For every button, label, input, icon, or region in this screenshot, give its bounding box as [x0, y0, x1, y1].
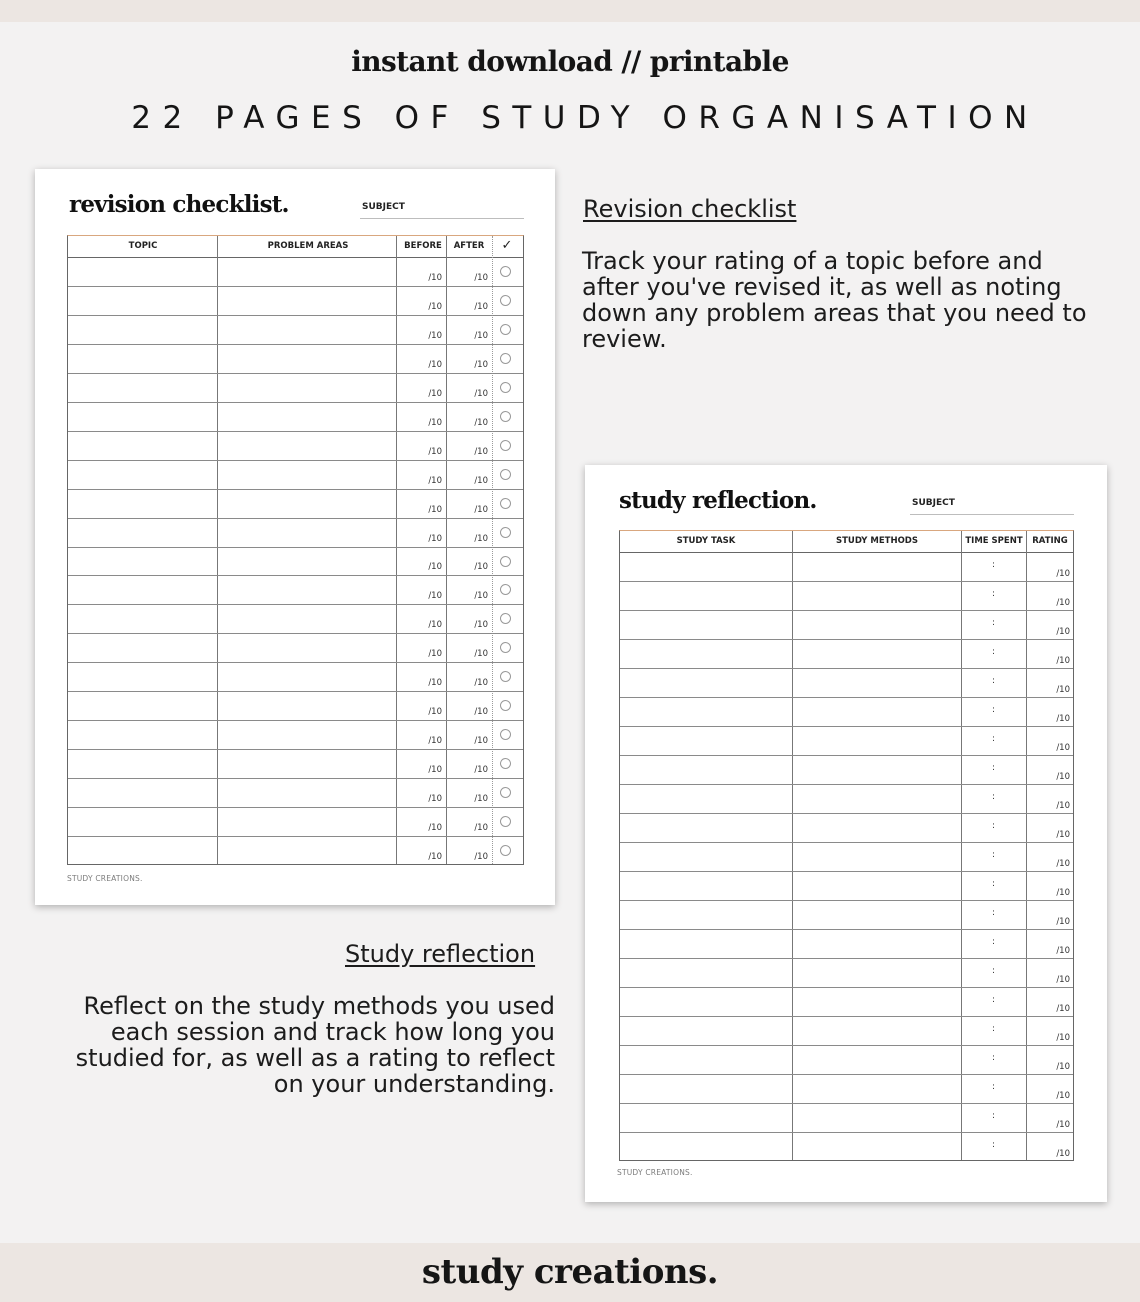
table-row — [68, 576, 523, 605]
before-rating-suffix: /10 — [428, 736, 442, 747]
after-rating-suffix: /10 — [474, 504, 488, 515]
checkbox-circle-icon[interactable] — [500, 411, 511, 422]
table-row — [620, 582, 1073, 611]
table-row — [620, 814, 1073, 843]
col-time-spent: TIME SPENT — [965, 536, 1023, 546]
time-separator: : — [992, 705, 996, 715]
time-separator: : — [992, 647, 996, 657]
col-study-task: STUDY TASK — [676, 536, 736, 546]
after-rating-suffix: /10 — [474, 649, 488, 660]
table-row — [620, 843, 1073, 872]
table-row — [620, 756, 1073, 785]
table-row — [620, 1133, 1073, 1162]
before-rating-suffix: /10 — [428, 330, 442, 341]
table-row — [68, 490, 523, 519]
before-rating-suffix: /10 — [428, 446, 442, 457]
col-before: BEFORE — [404, 241, 442, 251]
time-separator: : — [992, 1082, 996, 1092]
col-rating: RATING — [1032, 536, 1068, 546]
table-row — [68, 316, 523, 345]
checkbox-circle-icon[interactable] — [500, 729, 511, 740]
reflection-table — [619, 530, 1074, 1161]
table-row — [620, 698, 1073, 727]
checkbox-circle-icon[interactable] — [500, 353, 511, 364]
revision-sheet-footer: STUDY CREATIONS. — [67, 874, 143, 883]
rating-suffix: /10 — [1056, 888, 1070, 898]
table-row — [620, 727, 1073, 756]
checkbox-circle-icon[interactable] — [500, 758, 511, 769]
time-separator: : — [992, 1140, 996, 1150]
time-separator: : — [992, 995, 996, 1005]
revision-description-body: Track your rating of a topic before and after you've revised it, as well as noting down any problem areas that you need to review. — [582, 247, 1087, 353]
reflection-sheet-footer: STUDY CREATIONS. — [617, 1168, 693, 1177]
after-rating-suffix: /10 — [474, 765, 488, 776]
rating-suffix: /10 — [1056, 1120, 1070, 1130]
rating-suffix: /10 — [1056, 598, 1070, 608]
revision-checklist-sheet — [35, 169, 555, 905]
time-separator: : — [992, 937, 996, 947]
after-rating-suffix: /10 — [474, 388, 488, 399]
rating-suffix: /10 — [1056, 1033, 1070, 1043]
rating-suffix: /10 — [1056, 917, 1070, 927]
checkbox-circle-icon[interactable] — [500, 527, 511, 538]
reflection-subject-label: SUBJECT — [910, 496, 1074, 515]
before-rating-suffix: /10 — [428, 649, 442, 660]
rating-suffix: /10 — [1056, 772, 1070, 782]
rating-suffix: /10 — [1056, 1062, 1070, 1072]
rating-suffix: /10 — [1056, 685, 1070, 695]
study-reflection-sheet — [585, 465, 1107, 1202]
after-rating-suffix: /10 — [474, 330, 488, 341]
after-rating-suffix: /10 — [474, 533, 488, 544]
checkbox-circle-icon[interactable] — [500, 845, 511, 856]
after-rating-suffix: /10 — [474, 417, 488, 428]
revision-table — [67, 235, 524, 865]
before-rating-suffix: /10 — [428, 707, 442, 718]
time-separator: : — [992, 1053, 996, 1063]
checkbox-circle-icon[interactable] — [500, 266, 511, 277]
checkbox-circle-icon[interactable] — [500, 671, 511, 682]
checkbox-circle-icon[interactable] — [500, 584, 511, 595]
time-separator: : — [992, 821, 996, 831]
checkbox-circle-icon[interactable] — [500, 613, 511, 624]
checkbox-circle-icon[interactable] — [500, 642, 511, 653]
rating-suffix: /10 — [1056, 1149, 1070, 1159]
time-separator: : — [992, 734, 996, 744]
after-rating-suffix: /10 — [474, 591, 488, 602]
table-row — [620, 901, 1073, 930]
time-separator: : — [992, 589, 996, 599]
reflection-sheet-title: study reflection. — [619, 487, 817, 514]
time-separator: : — [992, 560, 996, 570]
checkbox-circle-icon[interactable] — [500, 700, 511, 711]
checkbox-circle-icon[interactable] — [500, 440, 511, 451]
after-rating-suffix: /10 — [474, 475, 488, 486]
rating-suffix: /10 — [1056, 859, 1070, 869]
rating-suffix: /10 — [1056, 569, 1070, 579]
table-row — [68, 345, 523, 374]
time-separator: : — [992, 1111, 996, 1121]
after-rating-suffix: /10 — [474, 736, 488, 747]
after-rating-suffix: /10 — [474, 707, 488, 718]
before-rating-suffix: /10 — [428, 591, 442, 602]
brand-name: study creations. — [421, 1252, 719, 1292]
revision-table-header — [68, 236, 523, 258]
table-row — [68, 374, 523, 403]
table-row — [620, 930, 1073, 959]
before-rating-suffix: /10 — [428, 794, 442, 805]
before-rating-suffix: /10 — [428, 272, 442, 283]
table-row — [68, 663, 523, 692]
checkbox-circle-icon[interactable] — [500, 787, 511, 798]
table-row — [68, 750, 523, 779]
time-separator: : — [992, 879, 996, 889]
time-separator: : — [992, 850, 996, 860]
table-row — [68, 432, 523, 461]
rating-suffix: /10 — [1056, 627, 1070, 637]
table-row — [620, 611, 1073, 640]
after-rating-suffix: /10 — [474, 301, 488, 312]
reflection-description-title: Study reflection — [345, 940, 536, 968]
table-row — [68, 519, 523, 548]
rating-suffix: /10 — [1056, 656, 1070, 666]
table-row — [68, 403, 523, 432]
rating-suffix: /10 — [1056, 714, 1070, 724]
before-rating-suffix: /10 — [428, 533, 442, 544]
table-row — [68, 287, 523, 316]
table-row — [620, 785, 1073, 814]
revision-description-title: Revision checklist — [583, 195, 797, 223]
table-row — [68, 461, 523, 490]
table-row — [620, 1104, 1073, 1133]
headline: 22 PAGES OF STUDY ORGANISATION — [131, 100, 1039, 136]
table-row — [620, 553, 1073, 582]
checkbox-circle-icon[interactable] — [500, 556, 511, 567]
after-rating-suffix: /10 — [474, 823, 488, 834]
before-rating-suffix: /10 — [428, 620, 442, 631]
table-row — [68, 721, 523, 750]
checkbox-circle-icon[interactable] — [500, 324, 511, 335]
before-rating-suffix: /10 — [428, 823, 442, 834]
checkbox-circle-icon[interactable] — [500, 498, 511, 509]
before-rating-suffix: /10 — [428, 765, 442, 776]
table-row — [620, 669, 1073, 698]
rating-suffix: /10 — [1056, 743, 1070, 753]
table-row — [620, 959, 1073, 988]
table-row — [68, 605, 523, 634]
revision-subject-label: SUBJECT — [360, 200, 524, 219]
checkbox-circle-icon[interactable] — [500, 816, 511, 827]
after-rating-suffix: /10 — [474, 851, 488, 862]
rating-suffix: /10 — [1056, 830, 1070, 840]
before-rating-suffix: /10 — [428, 504, 442, 515]
reflection-table-header — [620, 531, 1073, 553]
table-row — [68, 779, 523, 808]
col-topic: TOPIC — [128, 241, 158, 251]
col-problem-areas: PROBLEM AREAS — [267, 241, 349, 251]
rating-suffix: /10 — [1056, 1091, 1070, 1101]
after-rating-suffix: /10 — [474, 562, 488, 573]
before-rating-suffix: /10 — [428, 678, 442, 689]
table-row — [620, 1017, 1073, 1046]
time-separator: : — [992, 908, 996, 918]
time-separator: : — [992, 792, 996, 802]
before-rating-suffix: /10 — [428, 301, 442, 312]
after-rating-suffix: /10 — [474, 446, 488, 457]
time-separator: : — [992, 763, 996, 773]
table-row — [620, 1046, 1073, 1075]
time-separator: : — [992, 966, 996, 976]
table-row — [620, 988, 1073, 1017]
after-rating-suffix: /10 — [474, 620, 488, 631]
rating-suffix: /10 — [1056, 946, 1070, 956]
before-rating-suffix: /10 — [428, 475, 442, 486]
tagline: instant download // printable — [351, 45, 789, 78]
table-row — [68, 634, 523, 663]
time-separator: : — [992, 1024, 996, 1034]
before-rating-suffix: /10 — [428, 417, 442, 428]
table-row — [68, 692, 523, 721]
rating-suffix: /10 — [1056, 801, 1070, 811]
rating-suffix: /10 — [1056, 975, 1070, 985]
after-rating-suffix: /10 — [474, 678, 488, 689]
after-rating-suffix: /10 — [474, 794, 488, 805]
table-row — [68, 808, 523, 837]
top-strip — [0, 0, 1140, 22]
checkbox-circle-icon[interactable] — [500, 382, 511, 393]
before-rating-suffix: /10 — [428, 359, 442, 370]
col-check: ✓ — [501, 238, 513, 253]
revision-sheet-title: revision checklist. — [69, 191, 289, 218]
rating-suffix: /10 — [1056, 1004, 1070, 1014]
table-row — [620, 640, 1073, 669]
reflection-description-body: Reflect on the study methods you used each session and track how long you studied for, as well as a rating to reflect on your understanding. — [75, 992, 555, 1098]
before-rating-suffix: /10 — [428, 562, 442, 573]
table-row — [68, 258, 523, 287]
before-rating-suffix: /10 — [428, 851, 442, 862]
table-row — [68, 837, 523, 866]
col-study-methods: STUDY METHODS — [836, 536, 918, 546]
checkbox-circle-icon[interactable] — [500, 295, 511, 306]
table-row — [68, 548, 523, 577]
after-rating-suffix: /10 — [474, 359, 488, 370]
time-separator: : — [992, 618, 996, 628]
checkbox-circle-icon[interactable] — [500, 469, 511, 480]
time-separator: : — [992, 676, 996, 686]
col-after: AFTER — [453, 241, 485, 251]
before-rating-suffix: /10 — [428, 388, 442, 399]
table-row — [620, 872, 1073, 901]
table-row — [620, 1075, 1073, 1104]
after-rating-suffix: /10 — [474, 272, 488, 283]
